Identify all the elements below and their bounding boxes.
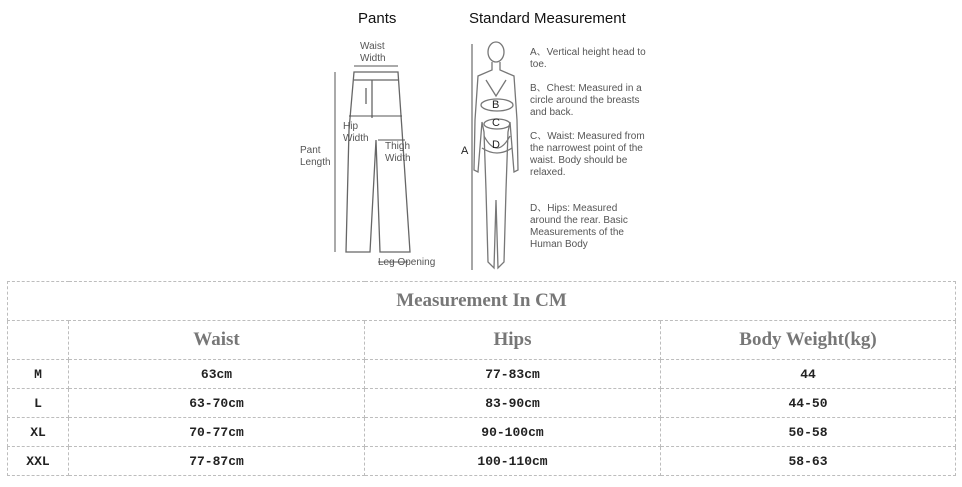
- body-letter-d: D: [492, 139, 500, 151]
- table-title: Measurement In CM: [8, 282, 956, 321]
- body-letter-b: B: [492, 99, 500, 111]
- body-illustration: [472, 42, 518, 270]
- pant-length-label: Pant Length: [300, 145, 331, 168]
- waist-value: 77-87cm: [69, 447, 365, 476]
- description-a: A、Vertical height head to toe.: [530, 47, 646, 70]
- weight-value: 58-63: [661, 447, 956, 476]
- weight-value: 44: [661, 360, 956, 389]
- hips-value: 100-110cm: [365, 447, 661, 476]
- waist-value: 63-70cm: [69, 389, 365, 418]
- size-label: L: [8, 389, 69, 418]
- table-title-row: [8, 282, 956, 321]
- weight-value: 50-58: [661, 418, 956, 447]
- body-letter-a: A: [461, 145, 469, 157]
- table-row: [8, 447, 956, 476]
- size-label: XXL: [8, 447, 69, 476]
- waist-value: 70-77cm: [69, 418, 365, 447]
- thigh-width-label: Thigh Width: [385, 141, 411, 164]
- waist-width-label: Waist Width: [360, 41, 386, 64]
- description-b: B、Chest: Measured in a circle around the breasts and back.: [530, 83, 642, 118]
- table-header-row: [8, 321, 956, 360]
- description-c: C、Waist: Measured from the narrowest point of the waist. Body should be relaxed.: [530, 131, 645, 178]
- waist-value: 63cm: [69, 360, 365, 389]
- hips-value: 83-90cm: [365, 389, 661, 418]
- hips-value: 90-100cm: [365, 418, 661, 447]
- header-hips: Hips: [365, 321, 661, 360]
- size-chart-table: [7, 281, 956, 476]
- header-body-weight: Body Weight(kg): [661, 321, 956, 360]
- pants-title: Pants: [358, 10, 397, 27]
- standard-measurement-title: Standard Measurement: [469, 10, 626, 27]
- header-waist: Waist: [69, 321, 365, 360]
- leg-opening-label: Leg Opening: [378, 257, 436, 268]
- weight-value: 44-50: [661, 389, 956, 418]
- size-label: M: [8, 360, 69, 389]
- description-d: D、Hips: Measured around the rear. Basic Measurements of the Human Body: [530, 203, 628, 250]
- hips-value: 77-83cm: [365, 360, 661, 389]
- table-row: [8, 360, 956, 389]
- size-label: XL: [8, 418, 69, 447]
- hip-width-label: Hip Width: [343, 121, 369, 144]
- header-size: [8, 321, 69, 360]
- body-letter-c: C: [492, 117, 500, 129]
- table-row: [8, 389, 956, 418]
- table-row: [8, 418, 956, 447]
